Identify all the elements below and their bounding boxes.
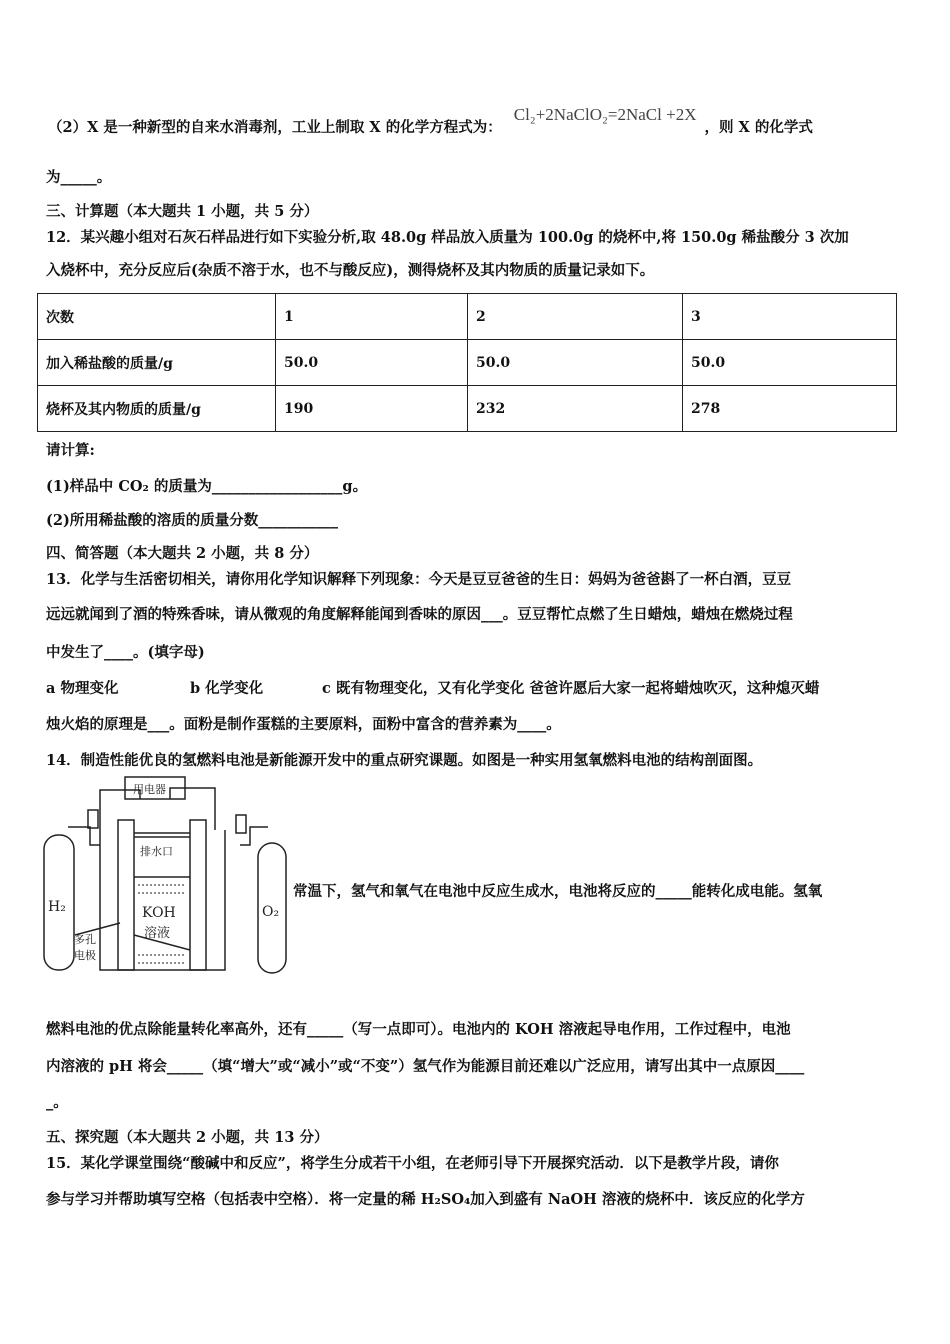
q12-prompt: 请计算:: [46, 442, 95, 459]
table-cell: 次数: [38, 294, 276, 340]
q14-line2: 燃料电池的优点除能量转化率高外，还有_____（写一点即可）。电池内的 KOH 溶液起导电作用，工作过程中，电池: [46, 1021, 791, 1038]
section5-heading: 五、探究题（本大题共 2 小题，共 13 分）: [46, 1129, 329, 1146]
q14-line4: _。: [46, 1094, 68, 1111]
table-cell: 50.0: [468, 340, 683, 386]
table-cell: 烧杯及其内物质的质量/g: [38, 386, 276, 432]
q13-option-b: b 化学变化: [190, 680, 264, 697]
equation: Cl₂+2NaClO₂=2NaCl +2X: [513, 105, 697, 124]
q13-option-c: c 既有物理变化，又有化学变化 爸爸许愿后大家一起将蜡烛吹灭，这种熄灭蜡: [322, 680, 820, 697]
q14-beside-text: 常温下，氢气和氧气在电池中反应生成水，电池将反应的_____能转化成电能。氢氧: [293, 883, 823, 900]
electrode-label-1: 多孔: [74, 933, 96, 946]
table-cell: 190: [276, 386, 468, 432]
q11-part2-line1: [48, 105, 813, 137]
electrode-label-2: 电极: [74, 949, 96, 962]
table-cell: 50.0: [683, 340, 897, 386]
table-cell: 278: [683, 386, 897, 432]
section4-heading: 四、简答题（本大题共 2 小题，共 8 分）: [46, 545, 319, 562]
table-cell: 50.0: [276, 340, 468, 386]
solution-label: 溶液: [144, 926, 171, 941]
q12-sub1: (1)样品中 CO₂ 的质量为__________________g。: [46, 478, 368, 495]
q13-line1: 13．化学与生活密切相关，请你用化学知识解释下列现象：今天是豆豆爸爸的生日：妈妈为爸爸斟了一杯白酒，豆豆: [46, 571, 792, 588]
q12-line1: 12．某兴趣小组对石灰石样品进行如下实验分析,取 48.0g 样品放入质量为 100.0g 的烧杯中,将 150.0g 稀盐酸分 3 次加: [46, 229, 849, 246]
koh-label: KOH: [142, 905, 176, 921]
q13-option-a: a 物理变化: [46, 680, 119, 697]
table-row: [38, 386, 897, 432]
appliance-label: 用电器: [133, 783, 166, 796]
table-cell: 1: [276, 294, 468, 340]
table-row: [38, 294, 897, 340]
q12-sub2: (2)所用稀盐酸的溶质的质量分数___________: [46, 512, 339, 529]
q13-line3: 中发生了____。(填字母): [46, 644, 205, 661]
table-cell: 2: [468, 294, 683, 340]
q11-text: （2）X 是一种新型的自来水消毒剂，工业上制取 X 的化学方程式为：: [48, 119, 502, 136]
table-cell: 232: [468, 386, 683, 432]
mass-record-table: [37, 293, 897, 432]
table-cell: 加入稀盐酸的质量/g: [38, 340, 276, 386]
q11-tail: ，则 X 的化学式: [704, 119, 813, 136]
q15-line2: 参与学习并帮助填写空格（包括表中空格）．将一定量的稀 H₂SO₄加入到盛有 NaOH 溶液的烧杯中．该反应的化学方: [46, 1191, 805, 1208]
q12-line2: 入烧杯中，充分反应后(杂质不溶于水，也不与酸反应)，测得烧杯及其内物质的质量记录如下。: [46, 262, 655, 279]
q14-line1: 14．制造性能优良的氢燃料电池是新能源开发中的重点研究课题。如图是一种实用氢氧燃料电池的结构剖面图。: [46, 752, 763, 769]
table-cell: 3: [683, 294, 897, 340]
q13-line5: 烛火焰的原理是___。面粉是制作蛋糕的主要原料，面粉中富含的营养素为____。: [46, 716, 561, 733]
table-row: [38, 340, 897, 386]
o2-label: O₂: [262, 904, 280, 920]
h2-label: H₂: [48, 899, 66, 915]
drain-label: 排水口: [140, 845, 173, 858]
section3-heading: 三、计算题（本大题共 1 小题，共 5 分）: [46, 203, 319, 220]
q11-line2: 为_____。: [46, 169, 112, 186]
q14-line3: 内溶液的 pH 将会_____（填“增大”或“减小”或“不变”）氢气作为能源目前还难以广泛应用，请写出其中一点原因____: [46, 1058, 805, 1075]
fuel-cell-diagram: [40, 775, 290, 980]
q13-line2: 远远就闻到了酒的特殊香味，请从微观的角度解释能闻到香味的原因___。豆豆帮忙点燃了生日蜡烛，蜡烛在燃烧过程: [46, 606, 793, 623]
q15-line1: 15．某化学课堂围绕“酸碱中和反应”，将学生分成若干小组，在老师引导下开展探究活动．以下是教学片段，请你: [46, 1155, 779, 1172]
